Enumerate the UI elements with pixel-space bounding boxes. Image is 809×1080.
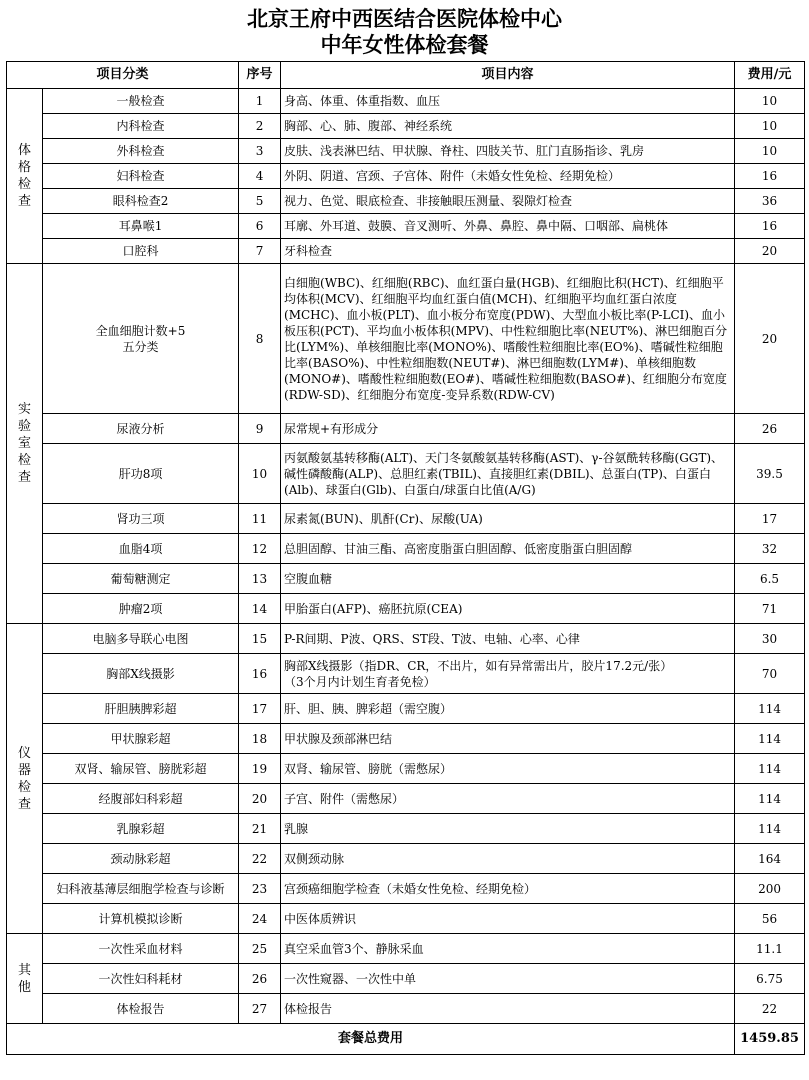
category-label: 实验室检查 bbox=[17, 402, 31, 485]
item-fee: 10 bbox=[735, 89, 805, 114]
item-seq: 4 bbox=[239, 164, 281, 189]
item-fee: 70 bbox=[735, 654, 805, 694]
table-row bbox=[7, 844, 805, 874]
item-seq: 26 bbox=[239, 964, 281, 994]
item-name: 计算机模拟诊断 bbox=[43, 904, 239, 934]
item-name: 一次性妇科耗材 bbox=[43, 964, 239, 994]
item-seq: 9 bbox=[239, 414, 281, 444]
item-seq: 27 bbox=[239, 994, 281, 1024]
category-label: 其他 bbox=[17, 962, 31, 995]
category-cell bbox=[7, 624, 43, 934]
item-content: 牙科检查 bbox=[281, 239, 735, 264]
package-table bbox=[6, 61, 805, 1055]
item-name: 口腔科 bbox=[43, 239, 239, 264]
item-name: 乳腺彩超 bbox=[43, 814, 239, 844]
item-fee: 114 bbox=[735, 694, 805, 724]
item-content: 中医体质辨识 bbox=[281, 904, 735, 934]
item-content: 视力、色觉、眼底检查、非接触眼压测量、裂隙灯检查 bbox=[281, 189, 735, 214]
item-fee: 30 bbox=[735, 624, 805, 654]
item-fee: 114 bbox=[735, 754, 805, 784]
table-row bbox=[7, 994, 805, 1024]
item-seq: 17 bbox=[239, 694, 281, 724]
item-name: 胸部X线摄影 bbox=[43, 654, 239, 694]
item-fee: 114 bbox=[735, 814, 805, 844]
table-row bbox=[7, 784, 805, 814]
item-name: 外科检查 bbox=[43, 139, 239, 164]
category-label: 体格检查 bbox=[17, 143, 31, 209]
item-seq: 12 bbox=[239, 534, 281, 564]
item-content: 尿常规+有形成分 bbox=[281, 414, 735, 444]
table-row bbox=[7, 594, 805, 624]
table-header-row bbox=[7, 62, 805, 89]
item-name: 甲状腺彩超 bbox=[43, 724, 239, 754]
table-row bbox=[7, 754, 805, 784]
table-row bbox=[7, 114, 805, 139]
table-row bbox=[7, 239, 805, 264]
total-label: 套餐总费用 bbox=[7, 1024, 735, 1055]
table-row bbox=[7, 564, 805, 594]
item-content: 身高、体重、体重指数、血压 bbox=[281, 89, 735, 114]
item-seq: 2 bbox=[239, 114, 281, 139]
item-content: 空腹血糖 bbox=[281, 564, 735, 594]
item-content: P-R间期、P波、QRS、ST段、T波、电轴、心率、心律 bbox=[281, 624, 735, 654]
table-row bbox=[7, 189, 805, 214]
table-row bbox=[7, 654, 805, 694]
item-fee: 6.5 bbox=[735, 564, 805, 594]
item-content: 丙氨酸氨基转移酶(ALT)、天门冬氨酸氨基转移酶(AST)、γ-谷氨酰转移酶(GGT)、碱性磷酸酶(ALP)、总胆红素(TBIL)、直接胆红素(DBIL)、总蛋白(TP)、白蛋白(Alb)、球蛋白(Glb)、白蛋白/球蛋白比值(A/G) bbox=[281, 444, 735, 504]
category-cell bbox=[7, 934, 43, 1024]
item-name: 妇科检查 bbox=[43, 164, 239, 189]
item-name: 耳鼻喉1 bbox=[43, 214, 239, 239]
item-content: 一次性窥器、一次性中单 bbox=[281, 964, 735, 994]
header-content: 项目内容 bbox=[281, 62, 735, 89]
table-row bbox=[7, 874, 805, 904]
item-seq: 5 bbox=[239, 189, 281, 214]
table-row bbox=[7, 934, 805, 964]
item-name: 肝胆胰脾彩超 bbox=[43, 694, 239, 724]
item-name: 一般检查 bbox=[43, 89, 239, 114]
table-body bbox=[7, 89, 805, 1024]
item-fee: 32 bbox=[735, 534, 805, 564]
item-fee: 10 bbox=[735, 139, 805, 164]
item-fee: 39.5 bbox=[735, 444, 805, 504]
item-name: 肝功8项 bbox=[43, 444, 239, 504]
table-row bbox=[7, 264, 805, 414]
item-content: 皮肤、浅表淋巴结、甲状腺、脊柱、四肢关节、肛门直肠指诊、乳房 bbox=[281, 139, 735, 164]
item-name: 尿液分析 bbox=[43, 414, 239, 444]
item-content: 肝、胆、胰、脾彩超（需空腹） bbox=[281, 694, 735, 724]
item-name: 眼科检查2 bbox=[43, 189, 239, 214]
item-name: 肿瘤2项 bbox=[43, 594, 239, 624]
item-content: 子宫、附件（需憋尿） bbox=[281, 784, 735, 814]
header-seq: 序号 bbox=[239, 62, 281, 89]
item-content: 乳腺 bbox=[281, 814, 735, 844]
item-fee: 10 bbox=[735, 114, 805, 139]
item-fee: 6.75 bbox=[735, 964, 805, 994]
category-cell bbox=[7, 89, 43, 264]
item-fee: 20 bbox=[735, 239, 805, 264]
page-subtitle: 中年女性体检套餐 bbox=[320, 32, 489, 57]
table-row bbox=[7, 904, 805, 934]
item-fee: 164 bbox=[735, 844, 805, 874]
item-fee: 200 bbox=[735, 874, 805, 904]
total-value: 1459.85 bbox=[735, 1024, 805, 1055]
item-seq: 11 bbox=[239, 504, 281, 534]
item-name: 经腹部妇科彩超 bbox=[43, 784, 239, 814]
table-row bbox=[7, 534, 805, 564]
item-fee: 114 bbox=[735, 784, 805, 814]
item-fee: 56 bbox=[735, 904, 805, 934]
item-name: 颈动脉彩超 bbox=[43, 844, 239, 874]
page-title: 北京王府中西医结合医院体检中心 bbox=[247, 6, 562, 31]
table-row bbox=[7, 139, 805, 164]
item-fee: 71 bbox=[735, 594, 805, 624]
item-seq: 14 bbox=[239, 594, 281, 624]
item-content: 真空采血管3个、静脉采血 bbox=[281, 934, 735, 964]
item-seq: 25 bbox=[239, 934, 281, 964]
item-name: 血脂4项 bbox=[43, 534, 239, 564]
table-row bbox=[7, 624, 805, 654]
item-content: 双肾、输尿管、膀胱（需憋尿） bbox=[281, 754, 735, 784]
item-fee: 22 bbox=[735, 994, 805, 1024]
item-content: 耳廓、外耳道、鼓膜、音叉测听、外鼻、鼻腔、鼻中隔、口咽部、扁桃体 bbox=[281, 214, 735, 239]
item-seq: 15 bbox=[239, 624, 281, 654]
category-label: 仪器检查 bbox=[17, 745, 31, 812]
item-seq: 1 bbox=[239, 89, 281, 114]
table-row bbox=[7, 504, 805, 534]
item-content: 胸部X线摄影（指DR、CR，不出片，如有异常需出片，胶片17.2元/张） （3个月内计划生育者免检） bbox=[281, 654, 735, 694]
item-seq: 13 bbox=[239, 564, 281, 594]
item-seq: 19 bbox=[239, 754, 281, 784]
table-row bbox=[7, 814, 805, 844]
item-content: 胸部、心、肺、腹部、神经系统 bbox=[281, 114, 735, 139]
item-seq: 24 bbox=[239, 904, 281, 934]
table-row bbox=[7, 89, 805, 114]
item-fee: 16 bbox=[735, 164, 805, 189]
item-seq: 6 bbox=[239, 214, 281, 239]
item-content: 双侧颈动脉 bbox=[281, 844, 735, 874]
item-content: 总胆固醇、甘油三酯、高密度脂蛋白胆固醇、低密度脂蛋白胆固醇 bbox=[281, 534, 735, 564]
item-name: 一次性采血材料 bbox=[43, 934, 239, 964]
item-name: 体检报告 bbox=[43, 994, 239, 1024]
header-fee: 费用/元 bbox=[735, 62, 805, 89]
item-content: 尿素氮(BUN)、肌酐(Cr)、尿酸(UA) bbox=[281, 504, 735, 534]
item-seq: 7 bbox=[239, 239, 281, 264]
table-row bbox=[7, 694, 805, 724]
item-seq: 16 bbox=[239, 654, 281, 694]
item-seq: 20 bbox=[239, 784, 281, 814]
item-seq: 10 bbox=[239, 444, 281, 504]
item-fee: 114 bbox=[735, 724, 805, 754]
table-row bbox=[7, 444, 805, 504]
table-row bbox=[7, 214, 805, 239]
item-name: 全血细胞计数+5 五分类 bbox=[43, 264, 239, 414]
item-name: 内科检查 bbox=[43, 114, 239, 139]
item-seq: 8 bbox=[239, 264, 281, 414]
item-seq: 18 bbox=[239, 724, 281, 754]
table-row bbox=[7, 414, 805, 444]
item-content: 体检报告 bbox=[281, 994, 735, 1024]
item-name: 妇科液基薄层细胞学检查与诊断 bbox=[43, 874, 239, 904]
item-name: 电脑多导联心电图 bbox=[43, 624, 239, 654]
item-name: 双肾、输尿管、膀胱彩超 bbox=[43, 754, 239, 784]
item-fee: 36 bbox=[735, 189, 805, 214]
item-seq: 3 bbox=[239, 139, 281, 164]
table-row bbox=[7, 964, 805, 994]
total-row bbox=[7, 1024, 805, 1055]
table-row bbox=[7, 164, 805, 189]
table-row bbox=[7, 724, 805, 754]
item-fee: 11.1 bbox=[735, 934, 805, 964]
item-seq: 21 bbox=[239, 814, 281, 844]
item-fee: 20 bbox=[735, 264, 805, 414]
item-seq: 23 bbox=[239, 874, 281, 904]
item-name: 肾功三项 bbox=[43, 504, 239, 534]
item-content: 甲状腺及颈部淋巴结 bbox=[281, 724, 735, 754]
item-content: 白细胞(WBC)、红细胞(RBC)、血红蛋白量(HGB)、红细胞比积(HCT)、红细胞平均体积(MCV)、红细胞平均血红蛋白值(MCH)、红细胞平均血红蛋白浓度(MCHC)、血小板(PLT)、血小板分布宽度(PDW)、大型血小板比率(P-LCI)、血小板压积(PCT)、平均血小板体积(MPV)、中性粒细胞比率(NEUT%)、淋巴细胞百分比(LYM%)、单核细胞比率(MONO%)、嗜酸性粒细胞比率(EO%)、嗜碱性粒细胞比率(BASO%)、中性粒细胞数(NEUT#)、淋巴细胞数(LYM#)、单核细胞数(MONO#)、嗜酸性粒细胞数(EO#)、嗜碱性粒细胞数(BASO#)、红细胞分布宽度(RDW-SD)、红细胞分布宽度-变异系数(RDW-CV) bbox=[281, 264, 735, 414]
item-content: 外阴、阴道、宫颈、子宫体、附件（未婚女性免检、经期免检） bbox=[281, 164, 735, 189]
header-category: 项目分类 bbox=[7, 62, 239, 89]
item-content: 甲胎蛋白(AFP)、癌胚抗原(CEA) bbox=[281, 594, 735, 624]
item-fee: 16 bbox=[735, 214, 805, 239]
item-fee: 26 bbox=[735, 414, 805, 444]
item-content: 宫颈癌细胞学检查（未婚女性免检、经期免检） bbox=[281, 874, 735, 904]
item-name: 葡萄糖测定 bbox=[43, 564, 239, 594]
item-seq: 22 bbox=[239, 844, 281, 874]
category-cell bbox=[7, 264, 43, 624]
item-fee: 17 bbox=[735, 504, 805, 534]
